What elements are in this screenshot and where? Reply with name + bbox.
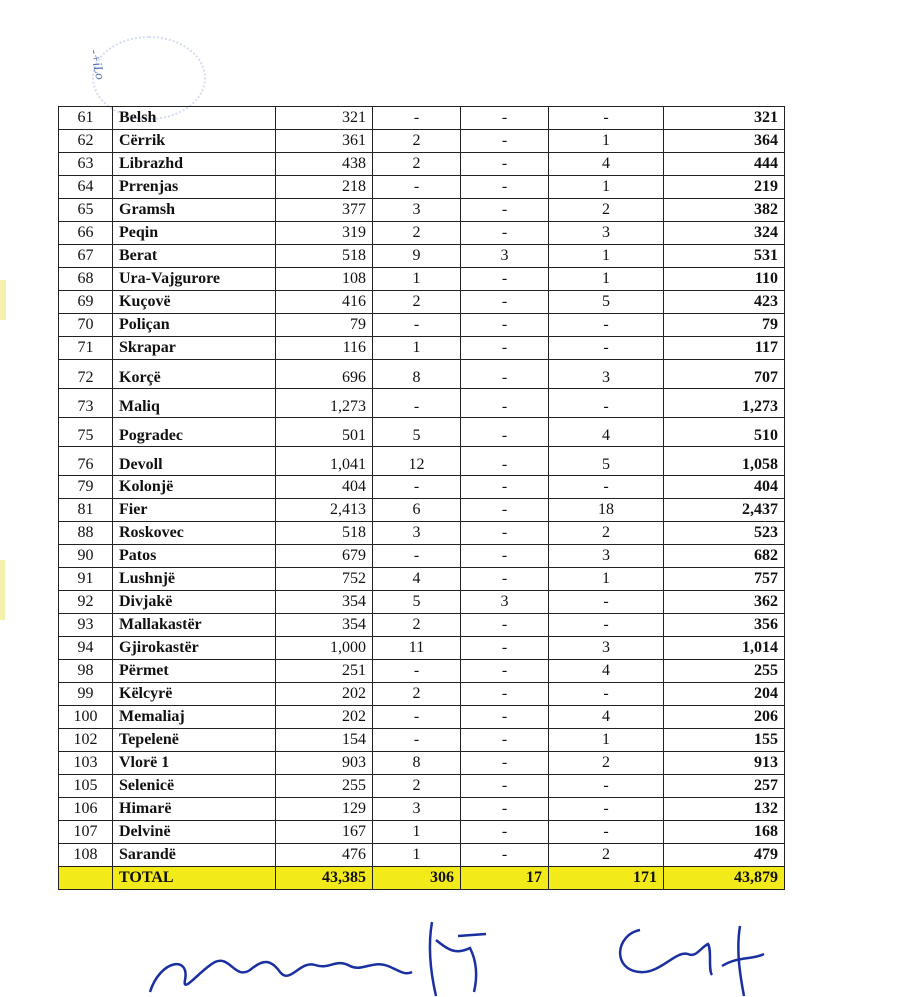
municipality-name: Gjirokastër xyxy=(113,637,276,660)
count-col-4: - xyxy=(549,107,664,130)
row-number: 108 xyxy=(59,844,113,867)
municipality-name: Lushnjë xyxy=(113,568,276,591)
count-col-4: - xyxy=(549,775,664,798)
municipality-name: Berat xyxy=(113,245,276,268)
count-col-2: - xyxy=(373,389,461,418)
table-row xyxy=(59,245,785,268)
row-total: 479 xyxy=(664,844,785,867)
count-col-4: 4 xyxy=(549,660,664,683)
municipality-name: Kuçovë xyxy=(113,291,276,314)
row-number: 91 xyxy=(59,568,113,591)
count-col-1: 354 xyxy=(276,591,373,614)
municipality-name: Prrenjas xyxy=(113,176,276,199)
signatures xyxy=(0,900,900,997)
municipality-name: Cërrik xyxy=(113,130,276,153)
municipality-name: Memaliaj xyxy=(113,706,276,729)
municipality-name: Korçë xyxy=(113,360,276,389)
count-col-2: 11 xyxy=(373,637,461,660)
count-col-4: 4 xyxy=(549,706,664,729)
count-col-3: - xyxy=(461,107,549,130)
row-total: 757 xyxy=(664,568,785,591)
count-col-3: - xyxy=(461,660,549,683)
table-row xyxy=(59,268,785,291)
municipality-name: Maliq xyxy=(113,389,276,418)
count-col-4: 3 xyxy=(549,360,664,389)
count-col-2: 1 xyxy=(373,821,461,844)
count-col-2: - xyxy=(373,660,461,683)
row-total: 1,014 xyxy=(664,637,785,660)
row-number: 99 xyxy=(59,683,113,706)
count-col-4: 1 xyxy=(549,130,664,153)
row-number: 88 xyxy=(59,522,113,545)
row-number: 106 xyxy=(59,798,113,821)
count-col-4: - xyxy=(549,337,664,360)
table-row xyxy=(59,222,785,245)
count-col-3: - xyxy=(461,176,549,199)
table-row xyxy=(59,360,785,389)
count-col-4: 1 xyxy=(549,268,664,291)
count-col-4: 5 xyxy=(549,291,664,314)
row-number: 93 xyxy=(59,614,113,637)
count-col-3: - xyxy=(461,130,549,153)
row-number: 64 xyxy=(59,176,113,199)
row-number: 61 xyxy=(59,107,113,130)
row-total: 257 xyxy=(664,775,785,798)
row-total: 913 xyxy=(664,752,785,775)
count-col-1: 251 xyxy=(276,660,373,683)
row-total: 404 xyxy=(664,476,785,499)
count-col-1: 696 xyxy=(276,360,373,389)
count-col-2: - xyxy=(373,107,461,130)
count-col-2: 9 xyxy=(373,245,461,268)
row-number: 76 xyxy=(59,447,113,476)
row-total: 356 xyxy=(664,614,785,637)
row-number: 65 xyxy=(59,199,113,222)
count-col-3: - xyxy=(461,522,549,545)
table-row xyxy=(59,545,785,568)
count-col-4: 1 xyxy=(549,568,664,591)
count-col-3: - xyxy=(461,476,549,499)
count-col-2: - xyxy=(373,729,461,752)
municipality-name: Këlcyrë xyxy=(113,683,276,706)
table-row xyxy=(59,153,785,176)
signature-3 xyxy=(620,930,712,975)
row-total: 117 xyxy=(664,337,785,360)
municipality-name: Peqin xyxy=(113,222,276,245)
count-col-3: - xyxy=(461,752,549,775)
table-row xyxy=(59,476,785,499)
count-col-4: 3 xyxy=(549,222,664,245)
count-col-3: - xyxy=(461,314,549,337)
count-col-2: 2 xyxy=(373,222,461,245)
count-col-1: 154 xyxy=(276,729,373,752)
row-number: 90 xyxy=(59,545,113,568)
row-total: 1,273 xyxy=(664,389,785,418)
total-col-4: 171 xyxy=(549,867,664,890)
count-col-1: 377 xyxy=(276,199,373,222)
row-total: 382 xyxy=(664,199,785,222)
count-col-1: 1,273 xyxy=(276,389,373,418)
row-total: 79 xyxy=(664,314,785,337)
count-col-1: 202 xyxy=(276,683,373,706)
municipality-name: Poliçan xyxy=(113,314,276,337)
count-col-2: 4 xyxy=(373,568,461,591)
count-col-3: - xyxy=(461,447,549,476)
count-col-2: 2 xyxy=(373,291,461,314)
count-col-4: - xyxy=(549,614,664,637)
row-number: 94 xyxy=(59,637,113,660)
table-row xyxy=(59,637,785,660)
count-col-4: 4 xyxy=(549,418,664,447)
count-col-2: 12 xyxy=(373,447,461,476)
count-col-2: 1 xyxy=(373,844,461,867)
row-total: 204 xyxy=(664,683,785,706)
count-col-4: 4 xyxy=(549,153,664,176)
count-col-4: - xyxy=(549,476,664,499)
total-label: TOTAL xyxy=(113,867,276,890)
count-col-3: - xyxy=(461,268,549,291)
count-col-3: - xyxy=(461,729,549,752)
count-col-1: 167 xyxy=(276,821,373,844)
margin-highlight-mark xyxy=(0,280,6,320)
row-total: 707 xyxy=(664,360,785,389)
count-col-4: 3 xyxy=(549,545,664,568)
row-number: 71 xyxy=(59,337,113,360)
municipality-name: Belsh xyxy=(113,107,276,130)
count-col-4: 2 xyxy=(549,522,664,545)
table-row xyxy=(59,291,785,314)
municipality-name: Delvinë xyxy=(113,821,276,844)
count-col-3: - xyxy=(461,775,549,798)
row-number: 100 xyxy=(59,706,113,729)
count-col-4: 1 xyxy=(549,176,664,199)
count-col-1: 108 xyxy=(276,268,373,291)
count-col-4: 18 xyxy=(549,499,664,522)
count-col-2: - xyxy=(373,314,461,337)
count-col-1: 438 xyxy=(276,153,373,176)
table-row xyxy=(59,107,785,130)
row-number: 75 xyxy=(59,418,113,447)
count-col-1: 903 xyxy=(276,752,373,775)
count-col-1: 1,000 xyxy=(276,637,373,660)
row-total: 132 xyxy=(664,798,785,821)
row-total: 364 xyxy=(664,130,785,153)
row-total: 255 xyxy=(664,660,785,683)
row-total: 324 xyxy=(664,222,785,245)
total-col-3: 17 xyxy=(461,867,549,890)
count-col-1: 2,413 xyxy=(276,499,373,522)
count-col-1: 321 xyxy=(276,107,373,130)
row-total: 2,437 xyxy=(664,499,785,522)
row-number: 103 xyxy=(59,752,113,775)
count-col-4: 2 xyxy=(549,199,664,222)
count-col-2: 6 xyxy=(373,499,461,522)
row-total: 219 xyxy=(664,176,785,199)
municipality-name: Selenicë xyxy=(113,775,276,798)
count-col-1: 218 xyxy=(276,176,373,199)
count-col-1: 319 xyxy=(276,222,373,245)
count-col-3: - xyxy=(461,844,549,867)
count-col-1: 404 xyxy=(276,476,373,499)
count-col-3: 3 xyxy=(461,591,549,614)
row-total: 321 xyxy=(664,107,785,130)
table-row xyxy=(59,418,785,447)
count-col-4: - xyxy=(549,389,664,418)
results-table xyxy=(58,106,785,890)
signature-2 xyxy=(430,922,486,996)
row-total: 168 xyxy=(664,821,785,844)
count-col-3: - xyxy=(461,360,549,389)
count-col-4: - xyxy=(549,683,664,706)
count-col-2: 2 xyxy=(373,614,461,637)
row-number: 92 xyxy=(59,591,113,614)
table-row xyxy=(59,499,785,522)
row-number: 62 xyxy=(59,130,113,153)
row-total: 155 xyxy=(664,729,785,752)
row-total: 110 xyxy=(664,268,785,291)
table-row xyxy=(59,844,785,867)
table-row xyxy=(59,337,785,360)
total-empty-cell xyxy=(59,867,113,890)
row-total: 510 xyxy=(664,418,785,447)
count-col-1: 361 xyxy=(276,130,373,153)
municipality-name: Divjakë xyxy=(113,591,276,614)
table-row xyxy=(59,199,785,222)
count-col-2: 2 xyxy=(373,683,461,706)
count-col-3: - xyxy=(461,706,549,729)
total-grand-total: 43,879 xyxy=(664,867,785,890)
table-row xyxy=(59,522,785,545)
table-row xyxy=(59,314,785,337)
municipality-name: Vlorë 1 xyxy=(113,752,276,775)
count-col-1: 416 xyxy=(276,291,373,314)
municipality-name: Tepelenë xyxy=(113,729,276,752)
total-col-2: 306 xyxy=(373,867,461,890)
count-col-4: 3 xyxy=(549,637,664,660)
count-col-3: - xyxy=(461,153,549,176)
table-row xyxy=(59,591,785,614)
row-total: 531 xyxy=(664,245,785,268)
table-row xyxy=(59,389,785,418)
count-col-3: 3 xyxy=(461,245,549,268)
table-row xyxy=(59,683,785,706)
municipality-name: Mallakastër xyxy=(113,614,276,637)
row-total: 423 xyxy=(664,291,785,314)
row-number: 69 xyxy=(59,291,113,314)
municipality-name: Pogradec xyxy=(113,418,276,447)
table-row xyxy=(59,798,785,821)
count-col-1: 518 xyxy=(276,522,373,545)
table-row xyxy=(59,821,785,844)
count-col-2: 5 xyxy=(373,418,461,447)
count-col-3: - xyxy=(461,499,549,522)
count-col-2: 1 xyxy=(373,337,461,360)
count-col-1: 1,041 xyxy=(276,447,373,476)
table-row xyxy=(59,568,785,591)
table-row xyxy=(59,729,785,752)
count-col-3: - xyxy=(461,637,549,660)
table-row xyxy=(59,775,785,798)
municipality-name: Përmet xyxy=(113,660,276,683)
count-col-2: - xyxy=(373,476,461,499)
count-col-1: 476 xyxy=(276,844,373,867)
count-col-4: 1 xyxy=(549,245,664,268)
row-total: 444 xyxy=(664,153,785,176)
row-number: 79 xyxy=(59,476,113,499)
table-row xyxy=(59,660,785,683)
row-total: 523 xyxy=(664,522,785,545)
count-col-1: 518 xyxy=(276,245,373,268)
count-col-1: 129 xyxy=(276,798,373,821)
row-number: 72 xyxy=(59,360,113,389)
row-total: 362 xyxy=(664,591,785,614)
municipality-name: Skrapar xyxy=(113,337,276,360)
count-col-3: - xyxy=(461,798,549,821)
count-col-3: - xyxy=(461,568,549,591)
total-col-1: 43,385 xyxy=(276,867,373,890)
row-number: 107 xyxy=(59,821,113,844)
count-col-3: - xyxy=(461,614,549,637)
margin-highlight-mark xyxy=(0,560,5,620)
table-row xyxy=(59,176,785,199)
municipality-name: Kolonjë xyxy=(113,476,276,499)
signature-1 xyxy=(150,961,412,992)
total-row xyxy=(59,867,785,890)
count-col-3: - xyxy=(461,291,549,314)
count-col-3: - xyxy=(461,199,549,222)
count-col-3: - xyxy=(461,222,549,245)
municipality-name: Sarandë xyxy=(113,844,276,867)
count-col-2: 3 xyxy=(373,199,461,222)
table-row xyxy=(59,614,785,637)
count-col-2: 2 xyxy=(373,153,461,176)
table-row xyxy=(59,752,785,775)
municipality-name: Gramsh xyxy=(113,199,276,222)
count-col-4: - xyxy=(549,821,664,844)
count-col-2: 8 xyxy=(373,752,461,775)
row-number: 73 xyxy=(59,389,113,418)
count-col-3: - xyxy=(461,683,549,706)
count-col-4: 5 xyxy=(549,447,664,476)
count-col-1: 354 xyxy=(276,614,373,637)
count-col-2: 1 xyxy=(373,268,461,291)
municipality-name: Ura-Vajgurore xyxy=(113,268,276,291)
count-col-2: 8 xyxy=(373,360,461,389)
table-row xyxy=(59,130,785,153)
row-number: 67 xyxy=(59,245,113,268)
count-col-3: - xyxy=(461,337,549,360)
count-col-4: 1 xyxy=(549,729,664,752)
row-number: 102 xyxy=(59,729,113,752)
count-col-2: - xyxy=(373,706,461,729)
count-col-4: 2 xyxy=(549,752,664,775)
municipality-name: Fier xyxy=(113,499,276,522)
count-col-1: 79 xyxy=(276,314,373,337)
count-col-2: - xyxy=(373,545,461,568)
count-col-2: 3 xyxy=(373,798,461,821)
municipality-name: Devoll xyxy=(113,447,276,476)
count-col-4: - xyxy=(549,314,664,337)
count-col-1: 202 xyxy=(276,706,373,729)
row-number: 98 xyxy=(59,660,113,683)
count-col-2: - xyxy=(373,176,461,199)
table-row xyxy=(59,447,785,476)
count-col-3: - xyxy=(461,389,549,418)
count-col-2: 3 xyxy=(373,522,461,545)
count-col-4: - xyxy=(549,798,664,821)
count-col-2: 2 xyxy=(373,775,461,798)
count-col-4: 2 xyxy=(549,844,664,867)
count-col-2: 5 xyxy=(373,591,461,614)
count-col-1: 752 xyxy=(276,568,373,591)
stamp-text: -+iLo xyxy=(87,48,109,81)
row-number: 70 xyxy=(59,314,113,337)
row-total: 1,058 xyxy=(664,447,785,476)
row-total: 206 xyxy=(664,706,785,729)
row-number: 66 xyxy=(59,222,113,245)
row-number: 63 xyxy=(59,153,113,176)
municipality-name: Himarë xyxy=(113,798,276,821)
row-number: 81 xyxy=(59,499,113,522)
count-col-3: - xyxy=(461,821,549,844)
municipality-name: Roskovec xyxy=(113,522,276,545)
signature-4 xyxy=(722,926,764,996)
count-col-1: 116 xyxy=(276,337,373,360)
results-table-body xyxy=(59,107,785,890)
row-total: 682 xyxy=(664,545,785,568)
row-number: 68 xyxy=(59,268,113,291)
count-col-3: - xyxy=(461,545,549,568)
count-col-1: 255 xyxy=(276,775,373,798)
count-col-3: - xyxy=(461,418,549,447)
municipality-name: Patos xyxy=(113,545,276,568)
row-number: 105 xyxy=(59,775,113,798)
count-col-1: 679 xyxy=(276,545,373,568)
count-col-4: - xyxy=(549,591,664,614)
municipality-name: Librazhd xyxy=(113,153,276,176)
table-row xyxy=(59,706,785,729)
count-col-1: 501 xyxy=(276,418,373,447)
count-col-2: 2 xyxy=(373,130,461,153)
